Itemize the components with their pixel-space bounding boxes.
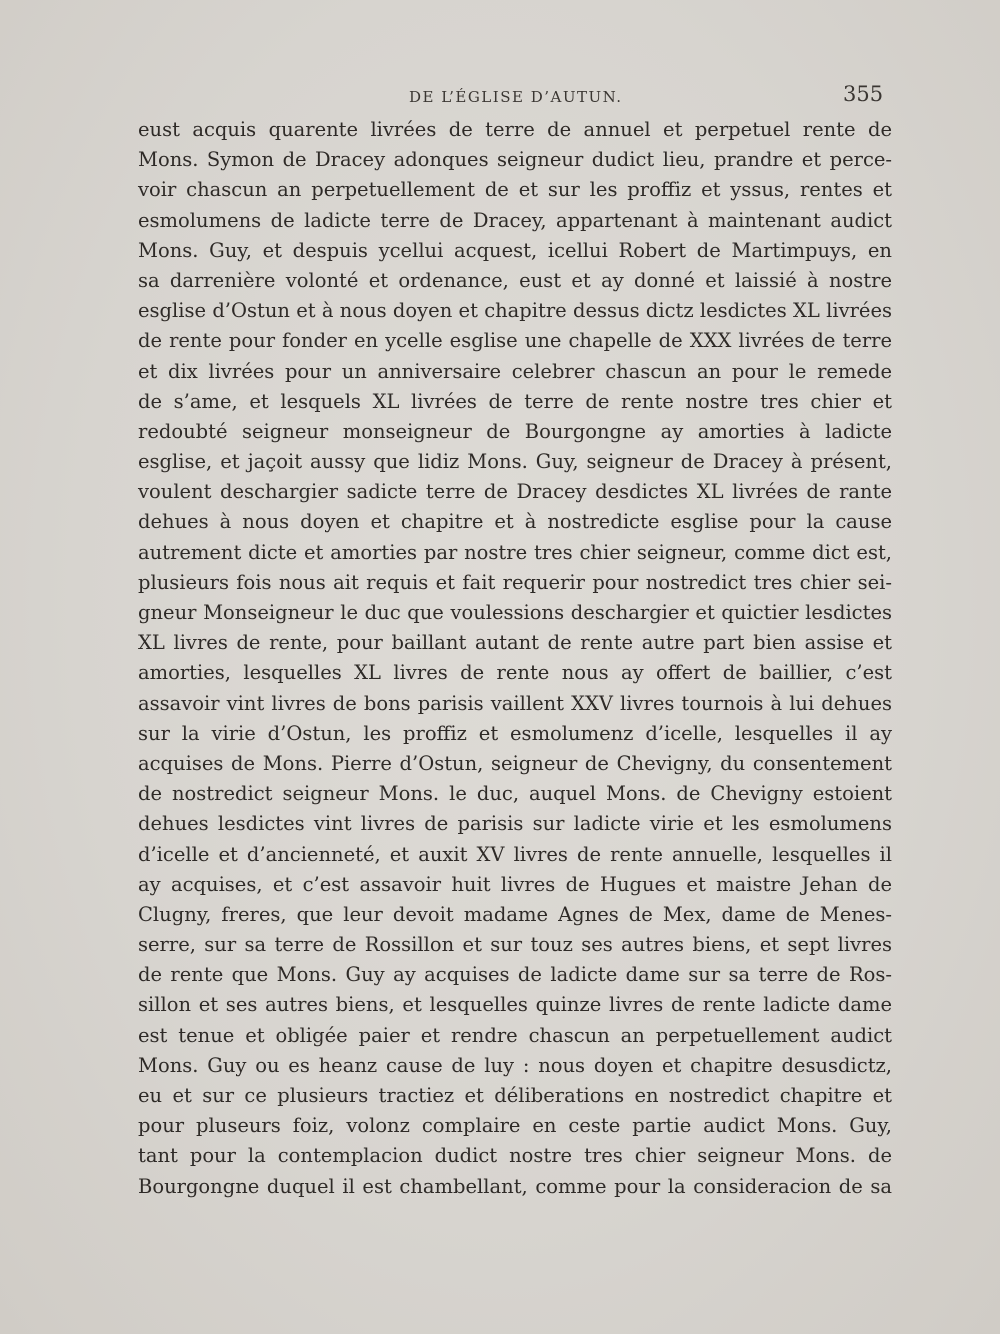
body-text — [138, 115, 892, 1202]
text-line: Bourgongne duquel il est chambellant, comme pour la consideracion de sa — [138, 1174, 892, 1198]
text-line: de rente que Mons. Guy ay acquises de ladicte dame sur sa terre de Ros- — [138, 963, 892, 987]
page-number: 355 — [843, 82, 884, 106]
text-line: voulent deschargier sadicte terre de Dracey desdictes XL livrées de rante — [138, 480, 892, 504]
text-line: pour pluseurs foiz, volonz complaire en ceste partie audict Mons. Guy, — [138, 1114, 892, 1138]
text-line: XL livres de rente, pour baillant autant de rente autre part bien assise et — [138, 631, 892, 655]
text-line: eust acquis quarente livrées de terre de annuel et perpetuel rente de — [138, 118, 892, 141]
text-line: esmolumens de ladicte terre de Dracey, appartenant à maintenant audict — [138, 208, 892, 232]
text-line: amorties, lesquelles XL livres de rente nous ay offert de baillier, c’est — [138, 661, 892, 685]
text-line: Clugny, freres, que leur devoit madame Agnes de Mex, dame de Menes- — [138, 902, 892, 926]
text-line: redoubté seigneur monseigneur de Bourgongne ay amorties à ladicte — [138, 419, 892, 443]
text-line: autrement dicte et amorties par nostre tres chier seigneur, comme dict est, — [138, 540, 892, 564]
text-line: serre, sur sa terre de Rossillon et sur touz ses autres biens, et sept livres — [138, 933, 892, 957]
text-line: d’icelle et d’ancienneté, et auxit XV livres de rente annuelle, lesquelles il — [138, 842, 892, 866]
text-line: de nostredict seigneur Mons. le duc, auquel Mons. de Chevigny estoient — [138, 782, 892, 806]
text-line: esglise d’Ostun et à nous doyen et chapitre dessus dictz lesdictes XL livrées — [138, 299, 892, 323]
text-line: acquises de Mons. Pierre d’Ostun, seigneur de Chevigny, du consentement — [138, 751, 892, 775]
text-line: gneur Monseigneur le duc que voulessions deschargier et quictier lesdictes — [138, 601, 892, 624]
text-line: dehues lesdictes vint livres de parisis sur ladicte virie et les esmolumens — [138, 812, 892, 836]
text-line: voir chascun an perpetuellement de et sur les proffiz et yssus, rentes et — [138, 178, 892, 202]
text-line: Mons. Guy, et despuis ycellui acquest, icellui Robert de Martimpuys, en — [138, 238, 892, 262]
text-line: sa darrenière volonté et ordenance, eust et ay donné et laissié à nostre — [138, 268, 892, 292]
text-line: ay acquises, et c’est assavoir huit livres de Hugues et maistre Jehan de — [138, 872, 892, 896]
text-line: sur la virie d’Ostun, les proffiz et esmolumenz d’icelle, lesquelles il ay — [138, 721, 892, 745]
text-line: dehues à nous doyen et chapitre et à nostredicte esglise pour la cause — [138, 510, 892, 534]
text-line: esglise, et jaçoit aussy que lidiz Mons. Guy, seigneur de Dracey à présent, — [138, 450, 892, 474]
text-line: est tenue et obligée paier et rendre chascun an perpetuellement audict — [138, 1023, 892, 1047]
text-line: assavoir vint livres de bons parisis vaillent XXV livres tournois à lui dehues — [138, 691, 892, 715]
text-line: Mons. Symon de Dracey adonques seigneur dudict lieu, prandre et perce- — [138, 148, 892, 172]
page-header — [0, 82, 1000, 112]
text-line: de rente pour fonder en ycelle esglise une chapelle de XXX livrées de terre — [138, 329, 892, 353]
text-line: et dix livrées pour un anniversaire celebrer chascun an pour le remede — [138, 359, 892, 383]
text-line: de s’ame, et lesquels XL livrées de terre de rente nostre tres chier et — [138, 389, 892, 413]
text-line: Mons. Guy ou es heanz cause de luy : nous doyen et chapitre desusdictz, — [138, 1053, 892, 1077]
running-title: DE L’ÉGLISE D’AUTUN. — [409, 88, 623, 106]
text-line: eu et sur ce plusieurs tractiez et déliberations en nostredict chapitre et — [138, 1084, 892, 1107]
text-line: sillon et ses autres biens, et lesquelles quinze livres de rente ladicte dame — [138, 993, 892, 1017]
text-line: plusieurs fois nous ait requis et fait requerir pour nostredict tres chier sei- — [138, 570, 892, 594]
text-line: tant pour la contemplacion dudict nostre tres chier seigneur Mons. de — [138, 1144, 892, 1168]
